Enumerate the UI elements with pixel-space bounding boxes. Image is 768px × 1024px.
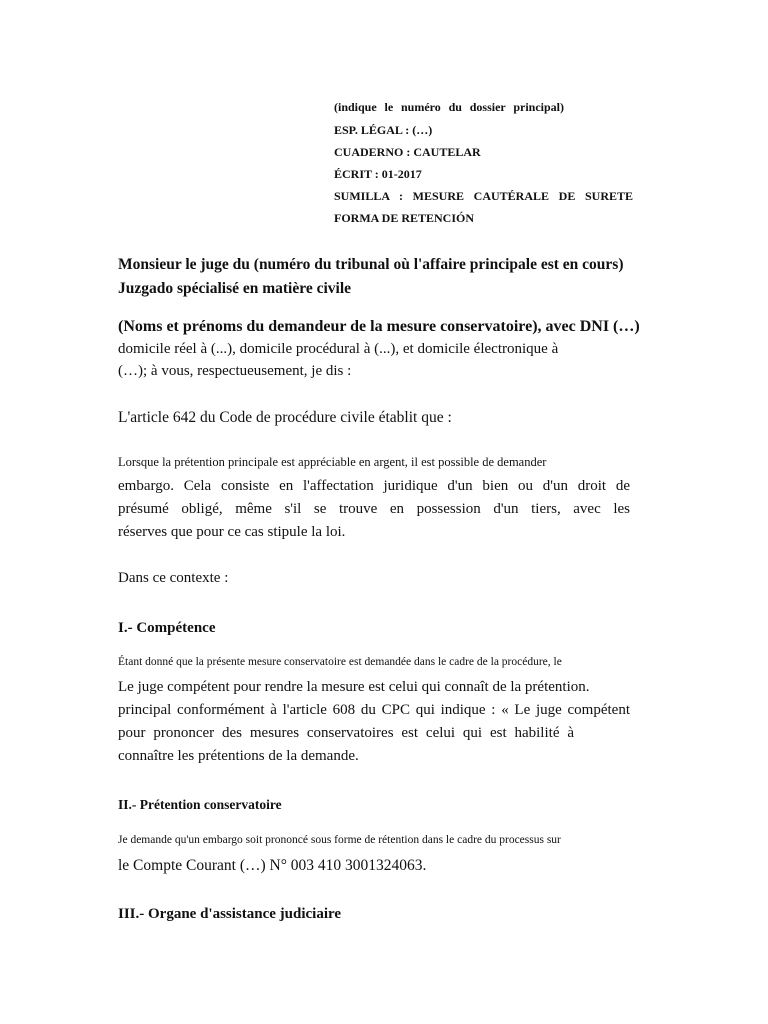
sumilla-continuation: FORMA DE RETENCIÓN bbox=[334, 211, 475, 225]
header-note: (indique le numéro du dossier principal) bbox=[334, 100, 564, 114]
article-paragraph-line: Lorsque la prétention principale est appréciable en argent, il est possible de demander bbox=[118, 455, 547, 469]
applicant-name: (Noms et prénoms du demandeur de la mesure conservatoire), avec DNI (…) bbox=[118, 318, 640, 335]
pretention-paragraph-line: Je demande qu'un embargo soit prononcé sous forme de rétention dans le cadre du processus sur bbox=[118, 834, 561, 846]
applicant-domicile: domicile réel à (...), domicile procédural à (...), et domicile électronique à bbox=[118, 341, 559, 357]
article-intro: L'article 642 du Code de procédure civile établit que : bbox=[118, 409, 452, 426]
context-line: Dans ce contexte : bbox=[118, 570, 229, 586]
addressee-judge: Monsieur le juge du (numéro du tribunal où l'affaire principale est en cours) bbox=[118, 256, 624, 273]
competence-paragraph-line: Le juge compétent pour rendre la mesure est celui qui connaît de la prétention. bbox=[118, 679, 590, 695]
article-paragraph-line: réserves que pour ce cas stipule la loi. bbox=[118, 524, 346, 540]
ecrit-number: ÉCRIT : 01-2017 bbox=[334, 167, 422, 181]
pretention-account-line: le Compte Courant (…) N° 003 410 3001324063. bbox=[118, 857, 427, 874]
addressee-court: Juzgado spécialisé en matière civile bbox=[118, 280, 352, 297]
section-title-competence: I.- Compétence bbox=[118, 620, 216, 636]
section-title-pretention: II.- Prétention conservatoire bbox=[118, 797, 282, 812]
competence-paragraph-line: pour prononcer des mesures conservatoires est celui qui est habilité à bbox=[118, 725, 574, 741]
applicant-salutation: (…); à vous, respectueusement, je dis : bbox=[118, 363, 352, 379]
article-paragraph-line: embargo. Cela consiste en l'affectation juridique d'un bien ou d'un droit de bbox=[118, 478, 630, 494]
sumilla: SUMILLA : MESURE CAUTÉRALE DE SURETE bbox=[334, 189, 633, 203]
section-title-assistance: III.- Organe d'assistance judiciaire bbox=[118, 906, 342, 922]
article-paragraph-line: présumé obligé, même s'il se trouve en possession d'un tiers, avec les bbox=[118, 501, 630, 517]
esp-legal: ESP. LÉGAL : (…) bbox=[334, 123, 433, 137]
competence-paragraph-line: principal conformément à l'article 608 du CPC qui indique : « Le juge compétent bbox=[118, 702, 630, 718]
cuaderno: CUADERNO : CAUTELAR bbox=[334, 145, 481, 159]
competence-paragraph-line: connaître les prétentions de la demande. bbox=[118, 748, 359, 764]
competence-paragraph-line: Étant donné que la présente mesure conservatoire est demandée dans le cadre de la procédure, le bbox=[118, 656, 562, 668]
